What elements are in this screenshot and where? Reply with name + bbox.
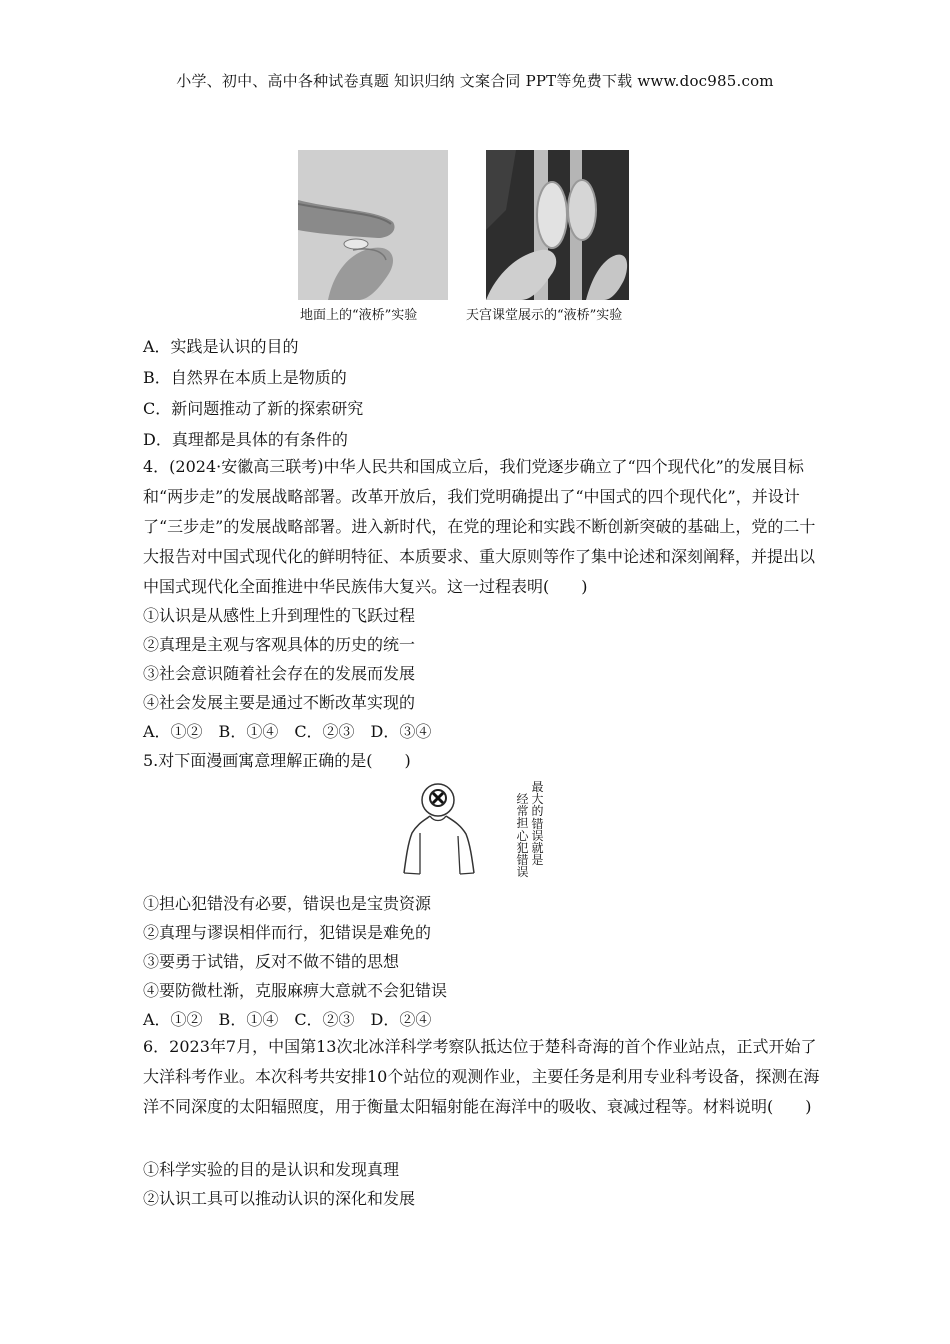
q4-item-4: ④社会发展主要是通过不断改革实现的	[143, 693, 416, 712]
q5-stem: 5.对下面漫画寓意理解正确的是( )	[143, 751, 411, 770]
tiangong-liquid-bridge-photo	[486, 150, 629, 300]
q5-item-4: ④要防微杜渐，克服麻痹大意就不会犯错误	[143, 981, 448, 1000]
q4-item-1: ①认识是从感性上升到理性的飞跃过程	[143, 606, 416, 625]
cartoon-caption-column-1: 最大的错误就是	[531, 780, 544, 868]
figure-caption-left: 地面上的“液桥”实验	[300, 308, 418, 323]
q5-item-3: ③要勇于试错，反对不做不错的思想	[143, 952, 400, 971]
q3-option-d: D．真理都是具体的有条件的	[143, 430, 348, 449]
q5-answers: A．①② B．①④ C．②③ D．②④	[143, 1010, 432, 1029]
q6-stem: 6．2023年7月，中国第13次北冰洋科学考察队抵达位于楚科奇海的首个作业站点，正式开始了大洋科考作业。本次科考共安排10个站位的观测作业，主要任务是利用专业科考设备，探测在海洋不同深度的太阳辐照度，用于衡量太阳辐射能在海洋中的吸收、衰减过程等。材料说明( )	[143, 1037, 820, 1116]
q4-item-3: ③社会意识随着社会存在的发展而发展	[143, 664, 416, 683]
q3-option-a: A．实践是认识的目的	[143, 337, 299, 356]
liquid-bridge-figure	[298, 150, 658, 325]
cartoon-caption-column-2: 经常担心犯错误	[516, 792, 529, 880]
q3-option-c: C．新问题推动了新的探索研究	[143, 399, 364, 418]
page-header: 小学、初中、高中各种试卷真题 知识归纳 文案合同 PPT等免费下载 www.doc985.com	[176, 72, 774, 90]
ground-liquid-bridge-photo	[298, 150, 448, 300]
q4-item-2: ②真理是主观与客观具体的历史的统一	[143, 635, 416, 654]
q4-stem: 4．(2024·安徽高三联考)中华人民共和国成立后，我们党逐步确立了“四个现代化”的发展目标和“两步走”的发展战略部署。改革开放后，我们党明确提出了“中国式的四个现代化”，并设计了“三步走”的发展战略部署。进入新时代，在党的理论和实践不断创新突破的基础上，党的二十大报告对中国式现代化的鲜明特征、本质要求、重大原则等作了集中论述和深刻阐释，并提出以中国式现代化全面推进中华民族伟大复兴。这一过程表明( )	[143, 457, 816, 596]
q5-item-2: ②真理与谬误相伴而行，犯错误是难免的	[143, 923, 432, 942]
figure-caption-right: 天宫课堂展示的“液桥”实验	[466, 308, 623, 323]
q6-item-1: ①科学实验的目的是认识和发现真理	[143, 1160, 400, 1179]
q3-option-b: B．自然界在本质上是物质的	[143, 368, 347, 387]
q4-answers: A．①② B．①④ C．②③ D．③④	[143, 722, 432, 741]
q5-item-1: ①担心犯错没有必要，错误也是宝贵资源	[143, 894, 432, 913]
q6-item-2: ②认识工具可以推动认识的深化和发展	[143, 1189, 416, 1208]
